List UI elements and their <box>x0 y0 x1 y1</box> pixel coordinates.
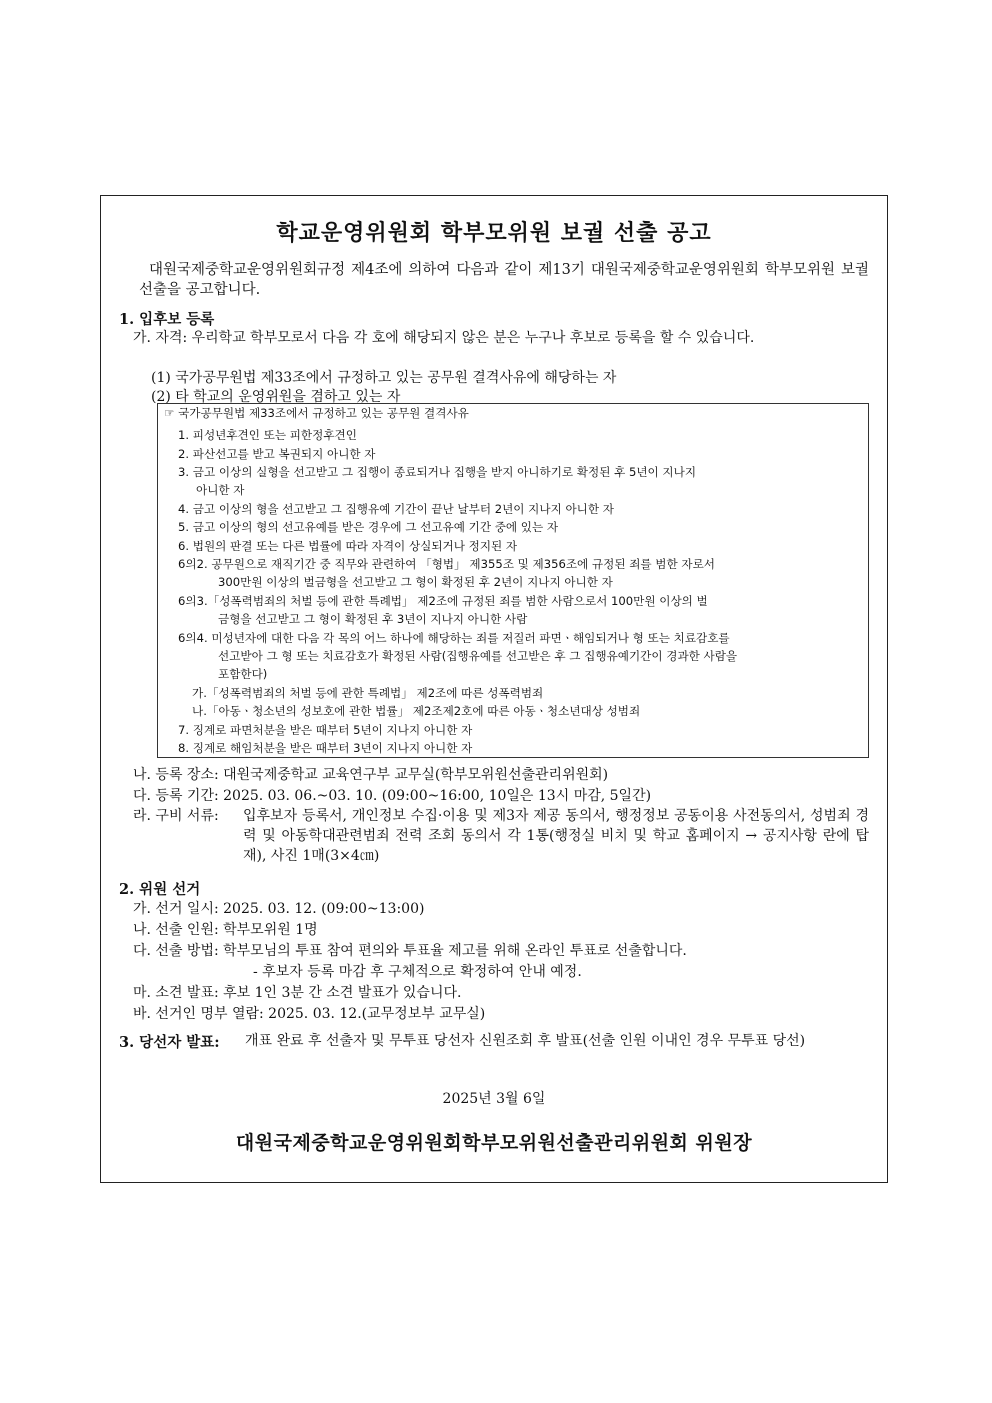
item-2: (2) 타 학교의 운영위원을 겸하고 있는 자 <box>151 389 401 405</box>
box-line: 3. 금고 이상의 실형을 선고받고 그 집행이 종료되거나 집행을 받지 아니하기로 확정된 후 5년이 지나지 <box>178 465 697 479</box>
registration-period: 다. 등록 기간: 2025. 03. 06.~03. 10. (09:00~16:00, 10일은 13시 마감, 5일간) <box>133 788 652 804</box>
section1-heading: 1. 입후보 등록 <box>119 311 215 328</box>
section3-text: 개표 완료 후 선출자 및 무투표 당선자 신원조회 후 발표(선출 인원 이내인 경우 무투표 당선) <box>245 1033 806 1049</box>
voter-roster: 바. 선거인 명부 열람: 2025. 03. 12.(교무정보부 교무실) <box>133 1006 486 1022</box>
box-line: 8. 징계로 해임처분을 받은 때부터 3년이 지나지 아니한 자 <box>178 741 473 755</box>
box-line: 2. 파산선고를 받고 복권되지 아니한 자 <box>178 447 376 461</box>
notice-title: 학교운영위원회 학부모위원 보궐 선출 공고 <box>276 220 712 246</box>
box-line: 300만원 이상의 벌금형을 선고받고 그 형이 확정된 후 2년이 지나지 아니한 자 <box>218 575 613 589</box>
box-line: 포함한다) <box>218 667 268 681</box>
election-date: 가. 선거 일시: 2025. 03. 12. (09:00~13:00) <box>133 901 425 917</box>
election-method: 다. 선출 방법: 학부모님의 투표 참여 편의와 투표율 제고를 위해 온라인 투표로 선출합니다. <box>133 943 687 959</box>
box-line: 선고받아 그 형 또는 치료감호가 확정된 사람(집행유예를 선고받은 후 그 집행유예기간이 경과한 사람을 <box>218 649 738 663</box>
box-line: 나.「아동ㆍ청소년의 성보호에 관한 법률」 제2조제2호에 따른 아동ㆍ청소년대상 성범죄 <box>192 704 641 718</box>
notice-frame <box>100 195 888 1183</box>
election-method-note: - 후보자 등록 마감 후 구체적으로 확정하여 안내 예정. <box>253 964 582 980</box>
box-line: 아니한 자 <box>196 483 245 497</box>
election-count: 나. 선출 인원: 학부모위원 1명 <box>133 922 318 938</box>
box-line: 1. 피성년후견인 또는 피한정후견인 <box>178 428 357 442</box>
box-line: 6. 법원의 판결 또는 다른 법률에 따라 자격이 상실되거나 정지된 자 <box>178 539 518 553</box>
qualification-text: 가. 자격: 우리학교 학부모로서 다음 각 호에 해당되지 않은 분은 누구나 후보로 등록을 할 수 있습니다. <box>133 330 755 346</box>
box-line: 6의2. 공무원으로 재직기간 중 직무와 관련하여 「형법」 제355조 및 제356조에 규정된 죄를 범한 자로서 <box>178 557 715 571</box>
item-1: (1) 국가공무원법 제33조에서 규정하고 있는 공무원 결격사유에 해당하는 자 <box>151 370 617 386</box>
required-docs-label: 라. 구비 서류: <box>133 808 219 824</box>
disqualification-box <box>157 403 869 758</box>
box-line: 7. 징계로 파면처분을 받은 때부터 5년이 지나지 아니한 자 <box>178 723 473 737</box>
box-line: 가.「성폭력범죄의 처벌 등에 관한 특례법」 제2조에 따른 성폭력범죄 <box>192 686 544 700</box>
box-line: 6의3.「성폭력범죄의 처벌 등에 관한 특례법」 제2조에 규정된 죄를 범한 사람으로서 100만원 이상의 벌 <box>178 594 708 608</box>
box-line: 5. 금고 이상의 형의 선고유예를 받은 경우에 그 선고유예 기간 중에 있는 자 <box>178 520 559 534</box>
notice-date: 2025년 3월 6일 <box>442 1091 546 1107</box>
intro-paragraph: 대원국제중학교운영위원회규정 제4조에 의하여 다음과 같이 제13기 대원국제중학교운영위원회 학부모위원 보궐 선출을 공고합니다. <box>139 262 869 298</box>
box-line: 6의4. 미성년자에 대한 다음 각 목의 어느 하나에 해당하는 죄를 저질러 파면ㆍ해임되거나 형 또는 치료감호를 <box>178 631 730 645</box>
registration-place: 나. 등록 장소: 대원국제중학교 교육연구부 교무실(학부모위원선출관리위원회) <box>133 767 609 783</box>
signature: 대원국제중학교운영위원회학부모위원선출관리위원회 위원장 <box>235 1132 753 1154</box>
section3-heading: 3. 당선자 발표: <box>119 1034 220 1051</box>
box-title: ☞ 국가공무원법 제33조에서 규정하고 있는 공무원 결격사유 <box>164 406 469 420</box>
required-docs-text: 입후보자 등록서, 개인정보 수집·이용 및 제3자 제공 동의서, 행정정보 공동이용 사전동의서, 성범죄 경력 및 아동학대관련범죄 전력 조회 동의서 각 1통(행정실 비치 및 학교 홈페이지 → 공지사항 란에 탑재), 사진 1매(3×4㎝) <box>243 808 869 864</box>
section2-heading: 2. 위원 선거 <box>119 881 201 898</box>
box-line: 금형을 선고받고 그 형이 확정된 후 3년이 지나지 아니한 사람 <box>218 612 528 626</box>
box-line: 4. 금고 이상의 형을 선고받고 그 집행유예 기간이 끝난 날부터 2년이 지나지 아니한 자 <box>178 502 614 516</box>
candidate-speech: 마. 소견 발표: 후보 1인 3분 간 소견 발표가 있습니다. <box>133 985 462 1001</box>
